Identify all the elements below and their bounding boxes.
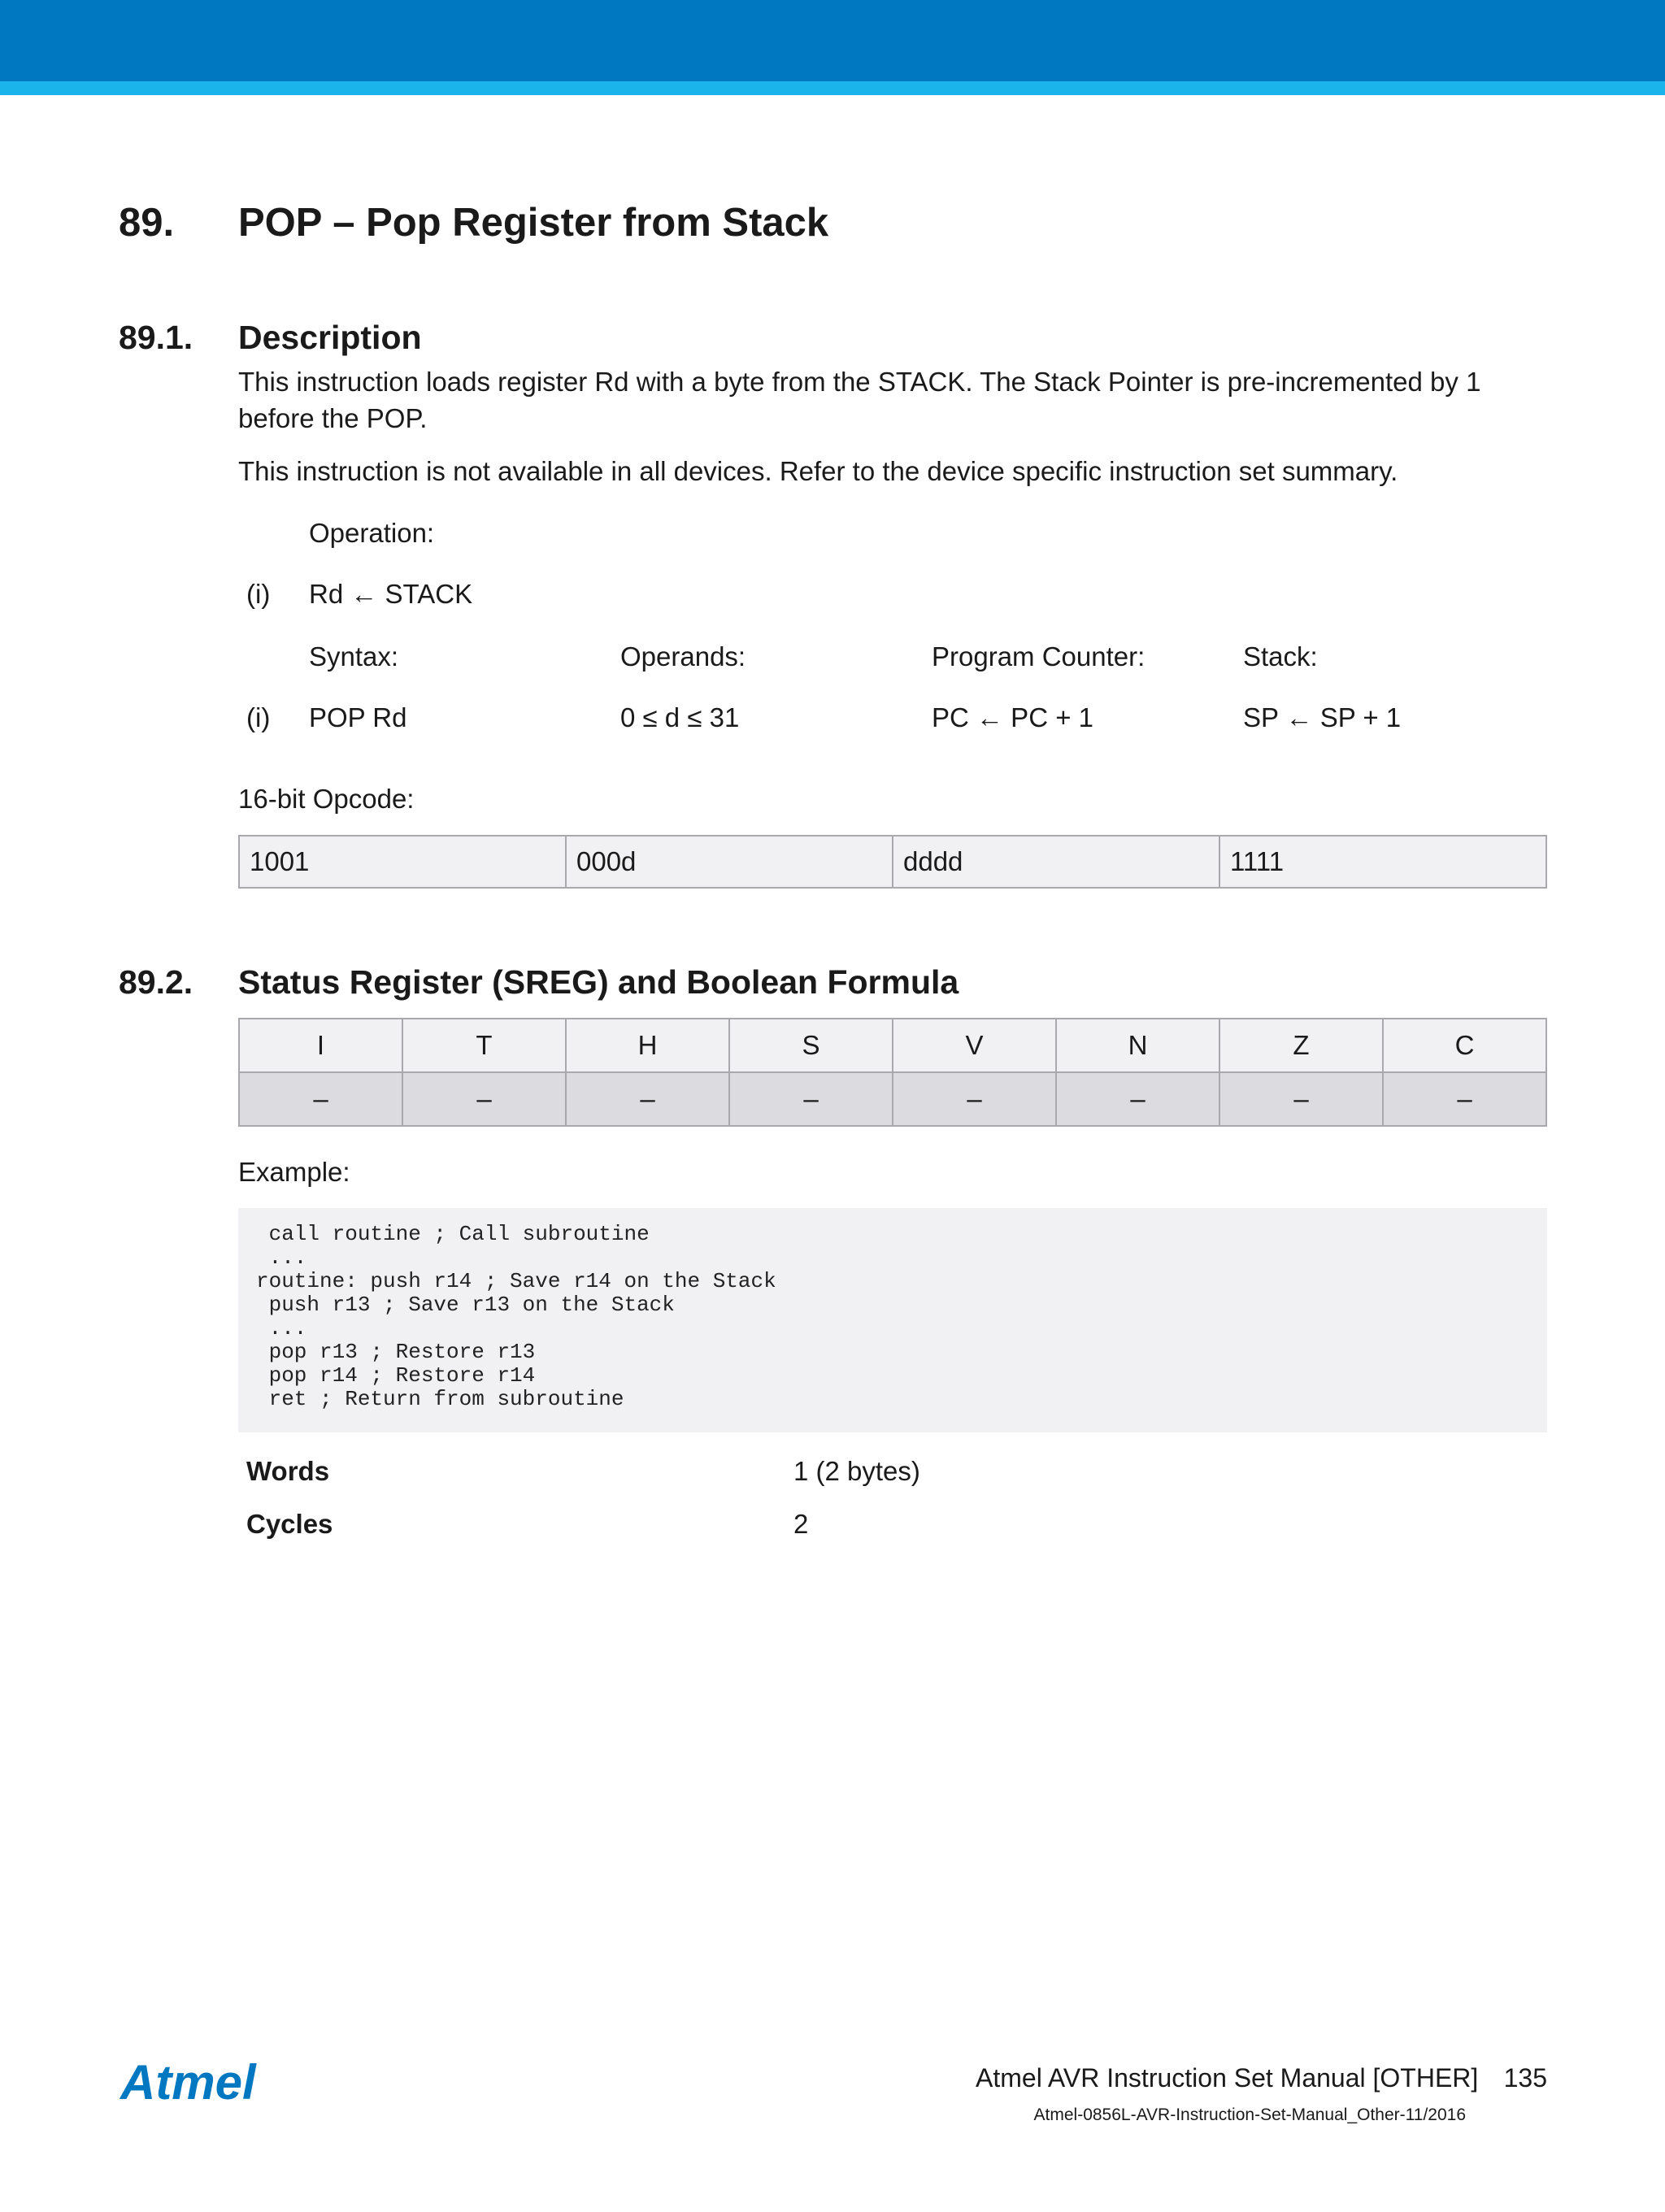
words-value: 1 (2 bytes) [793,1456,920,1486]
code-line: routine: push r14 ; Save r14 on the Stack [256,1269,776,1293]
opcode-cell: 000d [566,836,893,888]
description-number: 89.1. [119,319,193,356]
description-paragraph-2: This instruction is not available in all devices. Refer to the device specific instruction set summary. [238,456,1398,486]
page-number: 135 [1503,2063,1547,2092]
sreg-flag: C [1383,1019,1546,1072]
stack-value: SP ← SP + 1 [1243,702,1402,732]
opcode-row [239,836,1546,888]
sreg-flag-row [239,1019,1546,1072]
description-paragraph-1: This instruction loads register Rd with a byte from the STACK. The Stack Pointer is pre-incremented by 1 before the POP. [238,367,1481,433]
header-accent-strip [0,81,1665,95]
sreg-flag: I [239,1019,402,1072]
footer-doc-id: Atmel-0856L-AVR-Instruction-Set-Manual_Other-11/2016 [1033,2106,1466,2124]
section-title: POP – Pop Register from Stack [238,201,829,245]
sreg-flag: Z [1219,1019,1383,1072]
opcode-label: 16-bit Opcode: [238,784,415,814]
description-title: Description [238,319,422,356]
opcode-table [238,835,1547,889]
stack-header: Stack: [1243,641,1318,671]
operation-formula: Rd ← STACK [309,579,473,609]
sreg-table [238,1018,1547,1127]
sreg-value: – [1056,1072,1219,1126]
code-line: pop r13 ; Restore r13 [256,1340,536,1364]
sreg-value: – [402,1072,566,1126]
sreg-flag: V [893,1019,1056,1072]
opcode-cell: 1001 [239,836,566,888]
sreg-value: – [1219,1072,1383,1126]
code-line: ret ; Return from subroutine [256,1387,624,1411]
program-counter-header: Program Counter: [932,641,1146,671]
syntax-value: POP Rd [309,702,407,732]
operation-label: Operation: [309,518,435,548]
sreg-value: – [566,1072,729,1126]
code-line: ... [256,1245,307,1270]
example-label: Example: [238,1157,350,1187]
cycles-value: 2 [793,1509,809,1539]
atmel-logo [119,2057,281,2110]
operation-index: (i) [246,579,271,609]
sreg-value: – [1383,1072,1546,1126]
words-label: Words [246,1456,330,1486]
sreg-title: Status Register (SREG) and Boolean Formula [238,963,959,1001]
code-line: ... [256,1316,307,1341]
logo-text: Atmel [120,2057,256,2110]
sreg-value: – [729,1072,893,1126]
program-counter-value: PC ← PC + 1 [932,702,1093,732]
sreg-number: 89.2. [119,963,193,1001]
syntax-index: (i) [246,702,271,732]
opcode-cell: 1111 [1219,836,1546,888]
cycles-label: Cycles [246,1509,333,1539]
sreg-flag: S [729,1019,893,1072]
operands-value: 0 ≤ d ≤ 31 [620,702,740,732]
sreg-value: – [239,1072,402,1126]
section-number: 89. [119,201,175,245]
code-block [238,1208,1547,1432]
header-bar [0,0,1665,81]
code-line: pop r14 ; Restore r14 [256,1363,536,1388]
syntax-header: Syntax: [309,641,399,671]
footer-manual-title: Atmel AVR Instruction Set Manual [OTHER] [976,2063,1479,2092]
sreg-value: – [893,1072,1056,1126]
code-line: push r13 ; Save r13 on the Stack [256,1293,675,1317]
opcode-cell: dddd [893,836,1219,888]
sreg-flag: T [402,1019,566,1072]
sreg-value-row [239,1072,1546,1126]
code-line: call routine ; Call subroutine [256,1222,650,1246]
sreg-flag: H [566,1019,729,1072]
operands-header: Operands: [620,641,746,671]
sreg-flag: N [1056,1019,1219,1072]
